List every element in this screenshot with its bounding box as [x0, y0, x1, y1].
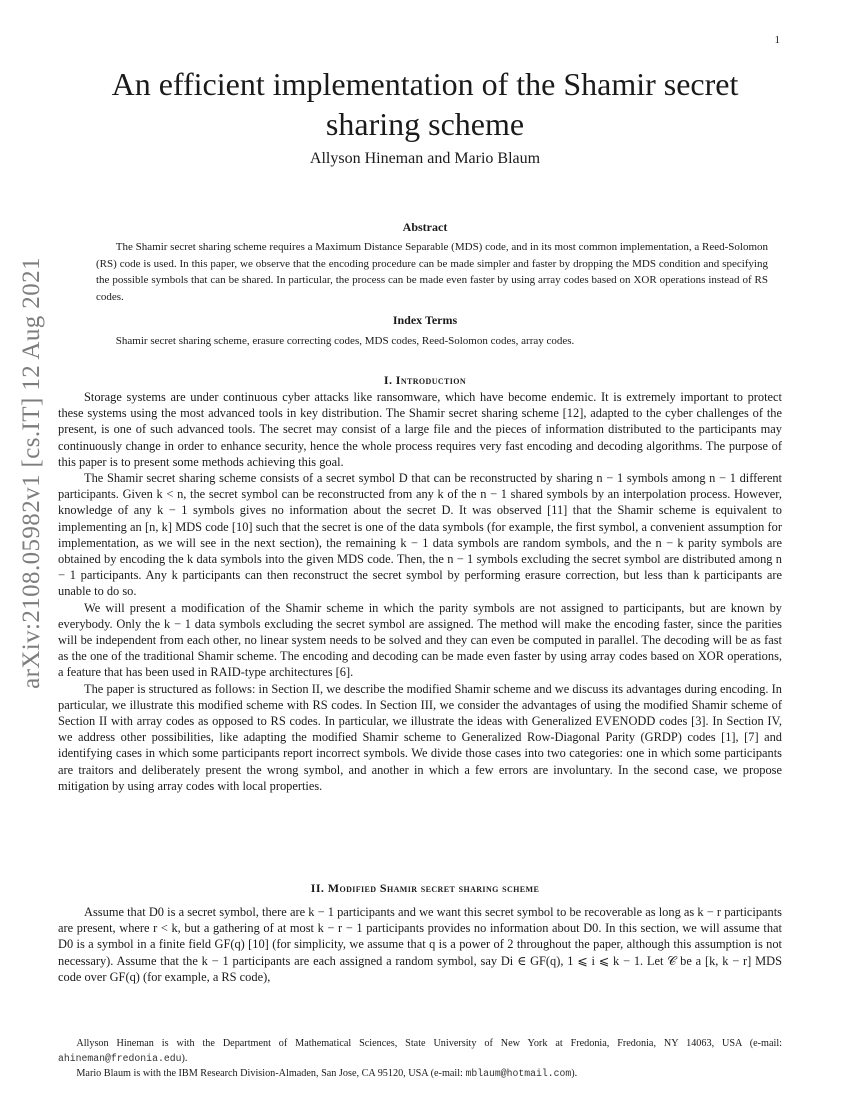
authors: Allyson Hineman and Mario Blaum	[309, 150, 541, 167]
intro-paragraph-1: Storage systems are under continuous cyber attacks like ransomware, which have become endemic. It is extremely important to protect these systems using the most advanced tools in key distribution. The Shamir secret sharing scheme [12], adapted to the cyber challenges of the present, is one of such advanced tools. The secret may consist of a large file and the pieces of information distributed to the participants may continuously change in order to enhance security, hence the whole process requires very fast encoding and decoding algorithms. The purpose of this paper is to present some methods achieving this goal.	[58, 390, 782, 469]
abstract-heading: Abstract	[402, 220, 448, 234]
blaum-email-link[interactable]: mblaum@hotmail.com	[465, 1068, 572, 1079]
hineman-email-link[interactable]: ahineman@fredonia.edu	[58, 1053, 182, 1064]
section-2-paragraph-1: Assume that D0 is a secret symbol, there are k − 1 participants and we want this secret symbol to be recoverable as long as k − r participants are present, where r < k, but a gathering of at most k − r − 1 participants provides no information about D0. In this section, we will assume that D0 is a symbol in a finite field GF(q) [10] (for simplicity, we assume that q is a power of 2 throughout the paper, although this assumption is not necessary). Assume that the k − 1 participants are each assigned a random symbol, say Di ∈ GF(q), 1 ⩽ i ⩽ k − 1. Let 𝒞 be a [k, k − r] MDS code over GF(q) (for example, a RS code),	[58, 905, 782, 984]
intro-paragraph-3: We will present a modification of the Shamir scheme in which the parity symbols are not assigned to participants, but are known by everybody. Only the k − 1 data symbols excluding the secret symbol are assigned. The method will make the encoding faster, since the parities will be independent from each other, no linear system needs to be solved and they can even be computed in parallel. The decoding will be as fast as the one of the traditional Shamir scheme. The encoding and decoding can be made even faster by using array codes based on XOR operations, a feature that has been used in RAID-type architectures [6].	[58, 600, 782, 680]
section-1-body	[58, 389, 782, 794]
arxiv-stamp-text: arXiv:2108.05982v1 [cs.IT] 12 Aug 2021	[18, 257, 45, 689]
index-terms-text: Shamir secret sharing scheme, erasure correcting codes, MDS codes, Reed-Solomon codes, array codes.	[115, 335, 575, 347]
footnote-blaum: Mario Blaum is with the IBM Research Division-Almaden, San Jose, CA 95120, USA (e-mail: mblaum@hotmail.com).	[76, 1068, 578, 1079]
footnotes	[58, 1036, 782, 1081]
blaum-affiliation: Mario Blaum is with the IBM Research Division-Almaden, San Jose, CA 95120, USA (e-mail:	[76, 1068, 463, 1079]
section-2-heading: II. Modified Shamir secret sharing scheme	[310, 881, 540, 895]
index-terms-heading: Index Terms	[392, 313, 458, 327]
section-1-heading: I. Introduction	[383, 373, 467, 387]
paper-title: An efficient implementation of the Shamir secret sharing scheme	[111, 66, 739, 142]
intro-paragraph-4: The paper is structured as follows: in Section II, we describe the modified Shamir scheme and we discuss its advantages during encoding. In particular, we illustrate this modified scheme with RS codes. In Section III, we consider the advantages of using the modified Shamir scheme of Section II with array codes as opposed to RS codes. In particular, we illustrate the ideas with Generalized EVENODD codes [3]. In Section IV, we address other possibilities, like adapting the modified Shamir scheme to Generalized Row-Diagonal Parity (GRDP) codes [1], [7] and identifying cases in which some participants report incorrect symbols. We divide those cases into two categories: one in which some participants are traitors and deliberately present the wrong symbol, and another in which a few errors are involuntary. In the second case, we propose mitigation by using array codes with local properties.	[58, 681, 782, 793]
footnote-hineman: Allyson Hineman is with the Department of Mathematical Sciences, State University of New York at Fredonia, Fredonia, NY 14063, USA (e-mail: ahineman@fredonia.edu).	[58, 1038, 782, 1064]
arxiv-stamp	[14, 257, 50, 689]
page-number: 1	[774, 34, 780, 46]
intro-paragraph-2: The Shamir secret sharing scheme consists of a secret symbol D that can be reconstructed by sharing n − 1 symbols among n − 1 different participants. Given k < n, the secret symbol can be reconstructed from any k of the n − 1 shared symbols by an interpolation process. However, knowledge of any k − 1 symbols gives no information about the secret D. It was observed [11] that the Shamir scheme is equivalent to implementing an [n, k] MDS code [10] such that the secret is one of the data symbols (for example, the first symbol, a convenient assumption for implementation, as we will see in the next section), the remaining k − 1 data symbols are random symbols, and the n − k parity symbols are obtained by encoding the k data symbols into the given MDS code. Then, the n − 1 symbols excluding the secret symbol are distributed among n − 1 participants. Any k participants can then reconstruct the secret symbol by performing erasure correction, but less than k participants are unable to do so.	[58, 471, 782, 599]
hineman-affiliation: Allyson Hineman is with the Department of Mathematical Sciences, State University of New York at Fredonia, Fredonia, NY 14063, USA (e-mail:	[76, 1038, 782, 1049]
section-2-body	[58, 904, 782, 985]
abstract-text: The Shamir secret sharing scheme requires a Maximum Distance Separable (MDS) code, and in its most common implementation, a Reed-Solomon (RS) code is used. In this paper, we observe that the encoding procedure can be made simpler and faster by dropping the MDS condition and specifying the possible symbols that can be shared. In particular, the process can be made even faster by using array codes based on XOR operations instead of RS codes.	[96, 241, 768, 303]
